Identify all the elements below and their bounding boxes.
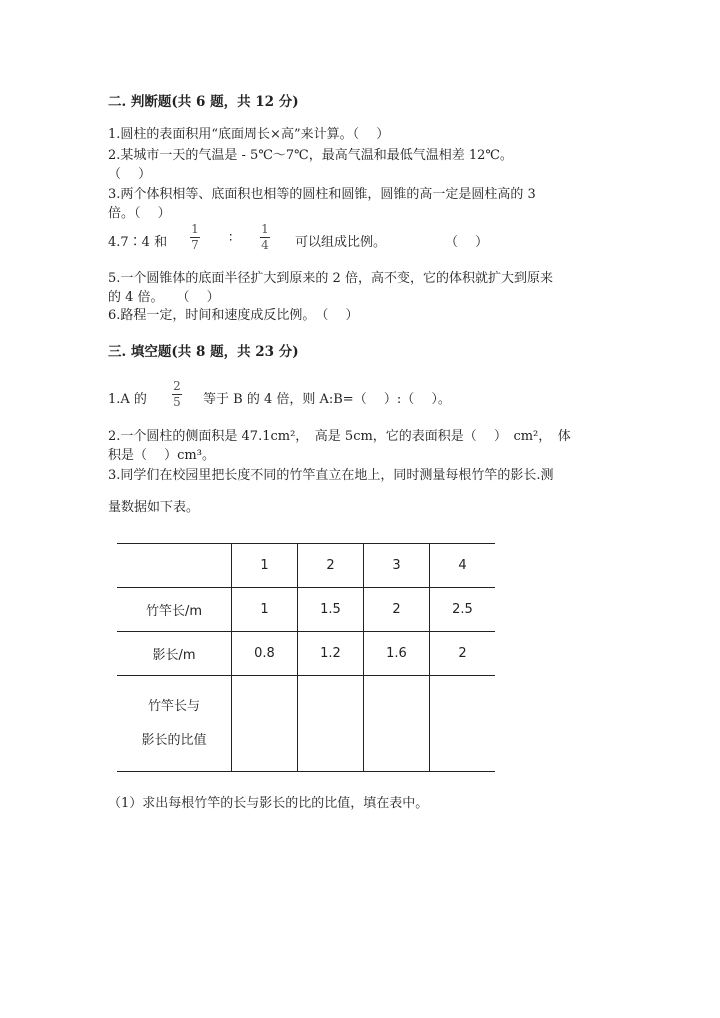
fill-q3-line1: 3.同学们在校园里把长度不同的竹竿直立在地上，同时测量每根竹竿的影长.测 <box>108 468 554 483</box>
judge-q1: 1.圆柱的表面积用“底面周长×高”来计算。（ ） <box>108 127 390 142</box>
judge-q3-line2: 倍。（ ） <box>108 206 171 221</box>
bamboo-shadow-table <box>117 543 495 772</box>
table-cell: 1.2 <box>298 632 364 676</box>
judge-q4-answer-paren: （ ） <box>445 235 489 250</box>
fraction-denominator: 7 <box>191 238 199 252</box>
judge-q4-prefix: 4.7∶4 和 <box>108 235 168 250</box>
table-cell: 2 <box>430 632 496 676</box>
ratio-label-line2: 影长的比值 <box>141 732 207 748</box>
fraction-denominator: 5 <box>173 395 181 409</box>
table-cell: 1 <box>232 588 298 632</box>
table-row <box>117 632 495 676</box>
table-row-label: 影长/m <box>117 632 232 676</box>
fraction-one-seventh <box>190 223 200 252</box>
table-cell <box>117 544 232 588</box>
table-row-label <box>117 676 232 772</box>
judge-q4-suffix: 可以组成比例。 <box>295 235 387 250</box>
fraction-numerator: 2 <box>173 379 181 393</box>
table-cell: 4 <box>430 544 496 588</box>
fraction-two-fifths <box>172 380 182 409</box>
ratio-label-line1: 竹竿长与 <box>147 698 200 714</box>
judge-q2-line2: （ ） <box>108 167 152 182</box>
fill-q3-sub1: （1）求出每根竹竿的长与影长的比的比值，填在表中。 <box>108 796 429 811</box>
table-row <box>117 588 495 632</box>
fraction-one-fourth <box>260 223 270 252</box>
judge-q3-line1: 3.两个体积相等、底面积也相等的圆柱和圆锥，圆锥的高一定是圆柱高的 3 <box>108 187 536 202</box>
judge-q5-line1: 5.一个圆锥体的底面半径扩大到原来的 2 倍，高不变，它的体积就扩大到原来 <box>108 271 553 286</box>
table-cell: 2 <box>364 588 430 632</box>
table-cell: 1.5 <box>298 588 364 632</box>
section-3-title: 三. 填空题(共 8 题，共 23 分) <box>108 344 299 360</box>
fill-q3-line2: 量数据如下表。 <box>108 500 200 515</box>
table-row <box>117 676 495 772</box>
judge-q2-line1: 2.某城市一天的气温是 - 5℃～7℃，最高气温和最低气温相差 12℃。 <box>108 148 513 163</box>
fill-q2-line1: 2.一个圆柱的侧面积是 47.1cm²， 高是 5cm，它的表面积是（ ） cm²， 体 <box>108 429 571 444</box>
fill-q1-prefix: 1.A 的 <box>108 392 147 407</box>
section-2-title: 二. 判断题(共 6 题，共 12 分) <box>108 94 299 110</box>
table-cell: 1.6 <box>364 632 430 676</box>
answer-cell[interactable] <box>430 676 496 772</box>
fill-q1-suffix: 等于 B 的 4 倍，则 A:B=（ ）:（ ）。 <box>203 392 451 407</box>
judge-q5-line2: 的 4 倍。 （ ） <box>108 290 220 305</box>
table-cell: 0.8 <box>232 632 298 676</box>
table-cell: 1 <box>232 544 298 588</box>
answer-cell[interactable] <box>298 676 364 772</box>
table-cell: 2.5 <box>430 588 496 632</box>
table-cell: 2 <box>298 544 364 588</box>
ratio-colon: ∶ <box>229 231 233 246</box>
table-cell: 3 <box>364 544 430 588</box>
answer-cell[interactable] <box>364 676 430 772</box>
judge-q6: 6.路程一定，时间和速度成反比例。 （ ） <box>108 308 359 323</box>
fraction-numerator: 1 <box>261 222 269 236</box>
table-row-label: 竹竿长/m <box>117 588 232 632</box>
fill-q2-line2: 积是（ ）cm³。 <box>108 448 215 463</box>
fraction-denominator: 4 <box>261 238 269 252</box>
fraction-numerator: 1 <box>191 222 199 236</box>
table-header-row <box>117 544 495 588</box>
answer-cell[interactable] <box>232 676 298 772</box>
